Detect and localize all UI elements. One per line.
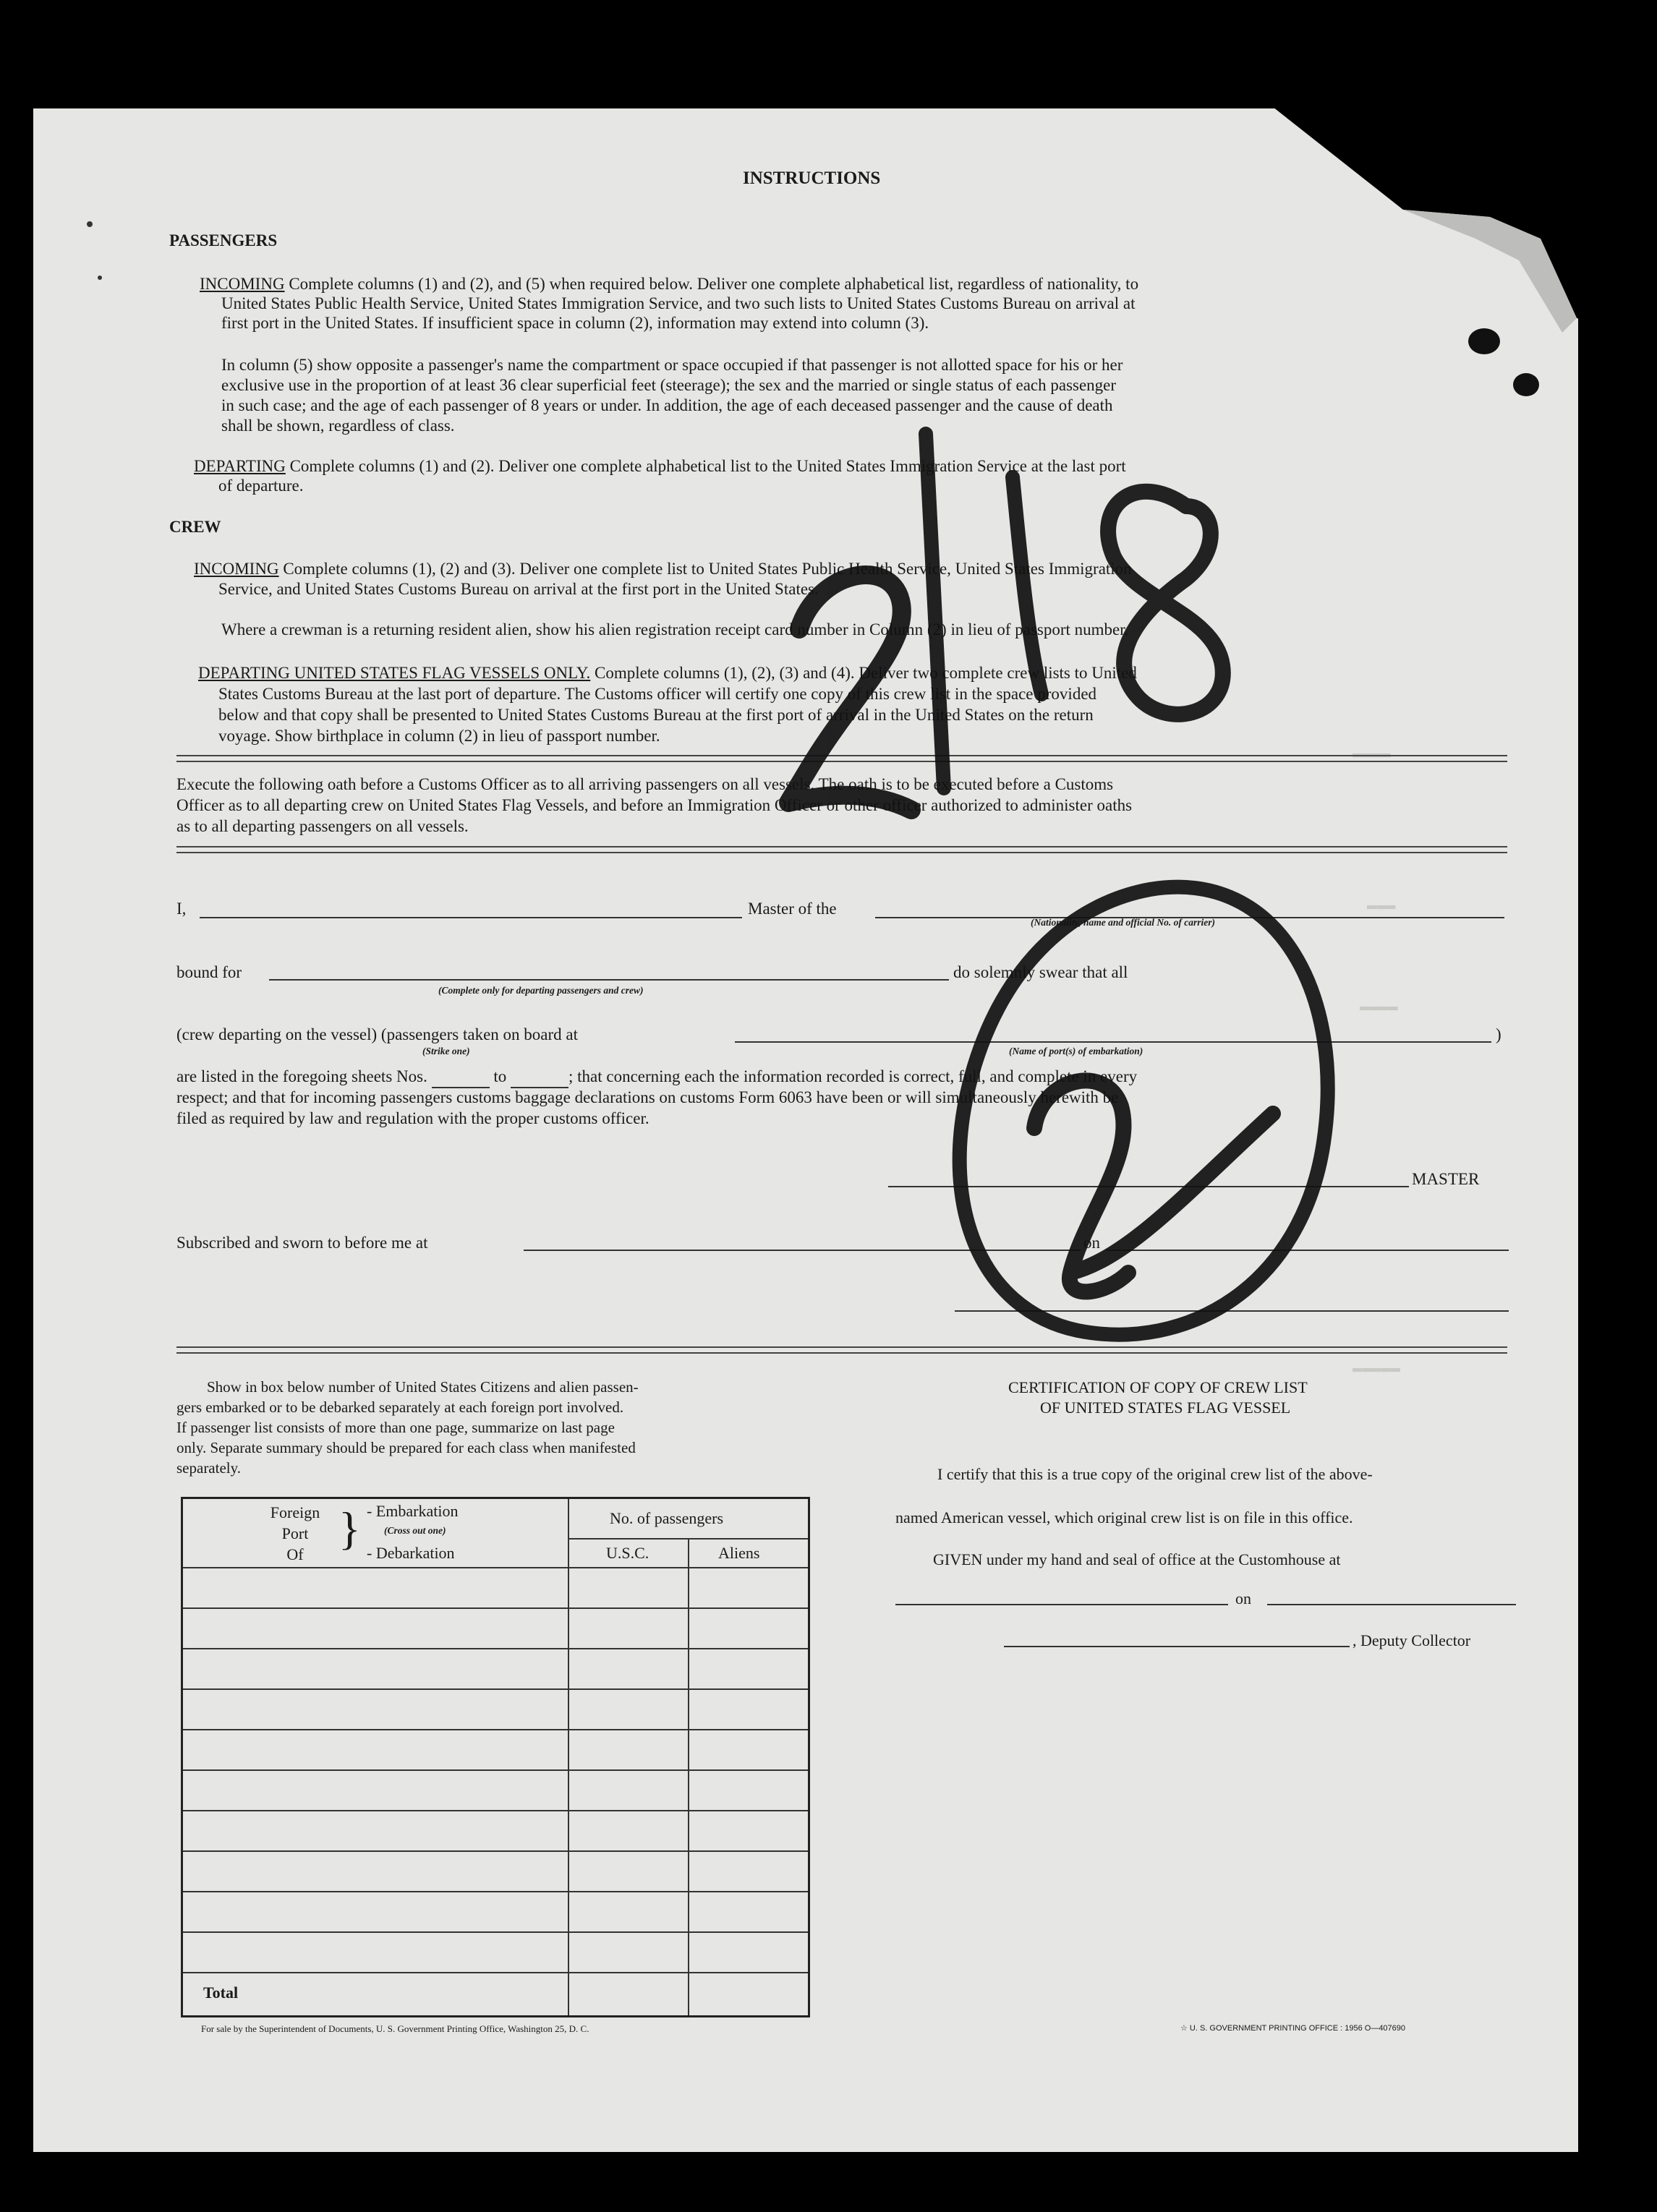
- passengers-incoming-line-3: first port in the United States. If insufficient space in column (2), information may extend into column (3).: [221, 314, 929, 332]
- crew-departing-line-1: DEPARTING UNITED STATES FLAG VESSELS ONLY. Complete columns (1), (2), (3) and (4). Deliver two complete crew lists to United: [198, 664, 1137, 682]
- bound-for-field[interactable]: [269, 979, 949, 981]
- certification-line-3: GIVEN under my hand and seal of office at the Customhouse at: [933, 1550, 1341, 1568]
- crew-returning-line: Where a crewman is a returning resident alien, show his alien registration receipt card number in Column (2) in lieu of passport number.: [221, 620, 1129, 639]
- bleed-through-text: ▬▬▬: [1367, 897, 1396, 915]
- ports-field[interactable]: [735, 1041, 1491, 1043]
- section-title-passengers: PASSENGERS: [169, 231, 278, 249]
- passengers-departing-label: DEPARTING: [194, 457, 286, 475]
- listed-line: are listed in the foregoing sheets Nos. to ; that concerning each the information recorded is correct, full, and complete in every: [176, 1066, 1137, 1088]
- divider: [176, 846, 1507, 853]
- deputy-collector-label: , Deputy Collector: [1353, 1631, 1471, 1649]
- footer-right: ☆ U. S. GOVERNMENT PRINTING OFFICE : 1956 O—407690: [1180, 2024, 1406, 2033]
- respect-line: respect; and that for incoming passengers customs baggage declarations on customs Form 6063 have been or will simultaneously herewith be: [176, 1088, 1119, 1106]
- certification-on-label: on: [1235, 1589, 1251, 1607]
- filed-line: filed as required by law and regulation with the proper customs officer.: [176, 1109, 649, 1127]
- divider: [176, 1346, 1507, 1354]
- crew-incoming-line-2: Service, and United States Customs Bureau on arrival at the first port in the United States.: [218, 580, 819, 598]
- officer-signature-field[interactable]: [955, 1310, 1509, 1312]
- sworn-date-field[interactable]: [1107, 1250, 1509, 1251]
- total-label: Total: [203, 1983, 239, 2002]
- master-of-label: Master of the: [748, 900, 837, 918]
- certification-title-1: CERTIFICATION OF COPY OF CREW LIST: [1008, 1378, 1308, 1396]
- do-solemnly-label: do solemnly swear that all: [953, 963, 1128, 981]
- subscribed-label: Subscribed and sworn to before me at: [176, 1234, 428, 1252]
- close-paren: ): [1496, 1025, 1501, 1043]
- port-header: Foreign Port Of: [270, 1503, 320, 1563]
- page-title: INSTRUCTIONS: [743, 168, 881, 188]
- sworn-on-label: on: [1083, 1234, 1100, 1252]
- customhouse-field[interactable]: [895, 1604, 1228, 1605]
- complete-only-caption: (Complete only for departing passengers and crew): [438, 985, 644, 996]
- bleed-through-text: ▬▬▬▬▬: [1353, 1359, 1401, 1378]
- cross-out-caption: (Cross out one): [384, 1525, 446, 1536]
- summary-intro: Show in box below number of United States Citizens and alien passen- gers embarked or to be debarked separately at each foreign port involved. If passenger list consists of more than one page, summarize on last page only. Separate summary should be prepared for each class when manifested separately.: [176, 1378, 639, 1477]
- oath-instructions-line-2: Officer as to all departing crew on United States Flag Vessels, and before an Immigration Officer or other officer authorized to administer oaths: [176, 796, 1133, 814]
- passengers-incoming-label: INCOMING: [200, 275, 285, 293]
- footer-left: For sale by the Superintendent of Documents, U. S. Government Printing Office, Washington 25, D. C.: [201, 2023, 589, 2034]
- crew-departing-line-2: States Customs Bureau at the last port of departure. The Customs officer will certify one copy of this crew list in the space provided: [218, 685, 1097, 703]
- oath-i-label: I,: [176, 900, 187, 918]
- col5-line-2: exclusive use in the proportion of at least 36 clear superficial feet (steerage); the sex and the married or single status of each passenger: [221, 376, 1117, 394]
- crew-departing-clause: (crew departing on the vessel) (passengers taken on board at: [176, 1025, 578, 1043]
- col5-line-4: shall be shown, regardless of class.: [221, 417, 455, 435]
- aliens-header: Aliens: [718, 1544, 760, 1562]
- certification-date-field[interactable]: [1267, 1604, 1516, 1605]
- oath-instructions-line-3: as to all departing passengers on all vessels.: [176, 817, 469, 835]
- brace: }: [338, 1503, 361, 1554]
- oath-instructions-line-1: Execute the following oath before a Customs Officer as to all arriving passengers on all vessels. The oath is to be executed before a Customs: [176, 775, 1114, 793]
- usc-header: U.S.C.: [606, 1544, 649, 1562]
- sheet-from-field[interactable]: [432, 1066, 490, 1088]
- passengers-incoming-line-1: INCOMING Complete columns (1) and (2), and (5) when required below. Deliver one complete alphabetical list, regardless of nationality, to: [200, 275, 1139, 293]
- passengers-departing-line-2: of departure.: [218, 477, 304, 495]
- col5-line-1: In column (5) show opposite a passenger's name the compartment or space occupied if that passenger is not allotted space for his or her: [221, 356, 1123, 374]
- certification-line-1: I certify that this is a true copy of the original crew list of the above-: [937, 1465, 1373, 1483]
- embarkation-label: - Embarkation: [367, 1502, 459, 1520]
- certification-line-2: named American vessel, which original crew list is on file in this office.: [895, 1508, 1353, 1526]
- master-signature-field[interactable]: [888, 1186, 1409, 1187]
- passengers-departing-line-1: DEPARTING Complete columns (1) and (2). Deliver one complete alphabetical list to the United States Immigration Service at the last port: [194, 457, 1126, 475]
- bleed-through-text: ▬▬▬▬: [1353, 745, 1391, 763]
- master-name-field[interactable]: [200, 917, 742, 918]
- deputy-signature-field[interactable]: [1004, 1646, 1350, 1647]
- master-label: MASTER: [1412, 1170, 1480, 1188]
- bleed-through-text: ▬▬▬▬: [1360, 998, 1398, 1016]
- sheet-to-field[interactable]: [511, 1066, 568, 1088]
- section-title-crew: CREW: [169, 518, 221, 536]
- no-passengers-header: No. of passengers: [610, 1509, 724, 1527]
- ports-caption: (Name of port(s) of embarkation): [1009, 1046, 1143, 1056]
- bound-for-label: bound for: [176, 963, 242, 981]
- crew-departing-label: DEPARTING UNITED STATES FLAG VESSELS ONLY.: [198, 664, 591, 682]
- passenger-summary-table: [181, 1497, 810, 2017]
- passengers-incoming-line-2: United States Public Health Service, United States Immigration Service, and two such lists to United States Customs Bureau on arrival at: [221, 294, 1136, 312]
- debarkation-label: - Debarkation: [367, 1544, 455, 1562]
- strike-one-caption: (Strike one): [422, 1046, 470, 1056]
- crew-incoming-line-1: INCOMING Complete columns (1), (2) and (3). Deliver one complete list to United States Public Health Service, United States Immigration: [194, 560, 1132, 578]
- certification-title-2: OF UNITED STATES FLAG VESSEL: [1040, 1398, 1291, 1417]
- col5-line-3: in such case; and the age of each passenger of 8 years or under. In addition, the age of each deceased passenger and the cause of death: [221, 396, 1113, 414]
- crew-incoming-label: INCOMING: [194, 560, 279, 578]
- crew-departing-line-3: below and that copy shall be presented to United States Customs Bureau at the first port of arrival in the United States on the return: [218, 706, 1094, 724]
- sworn-place-field[interactable]: [524, 1250, 1081, 1251]
- nationality-caption: (Nationality, name and official No. of carrier): [1031, 917, 1215, 928]
- crew-departing-line-4: voyage. Show birthplace in column (2) in lieu of passport number.: [218, 727, 660, 745]
- divider: [176, 755, 1507, 762]
